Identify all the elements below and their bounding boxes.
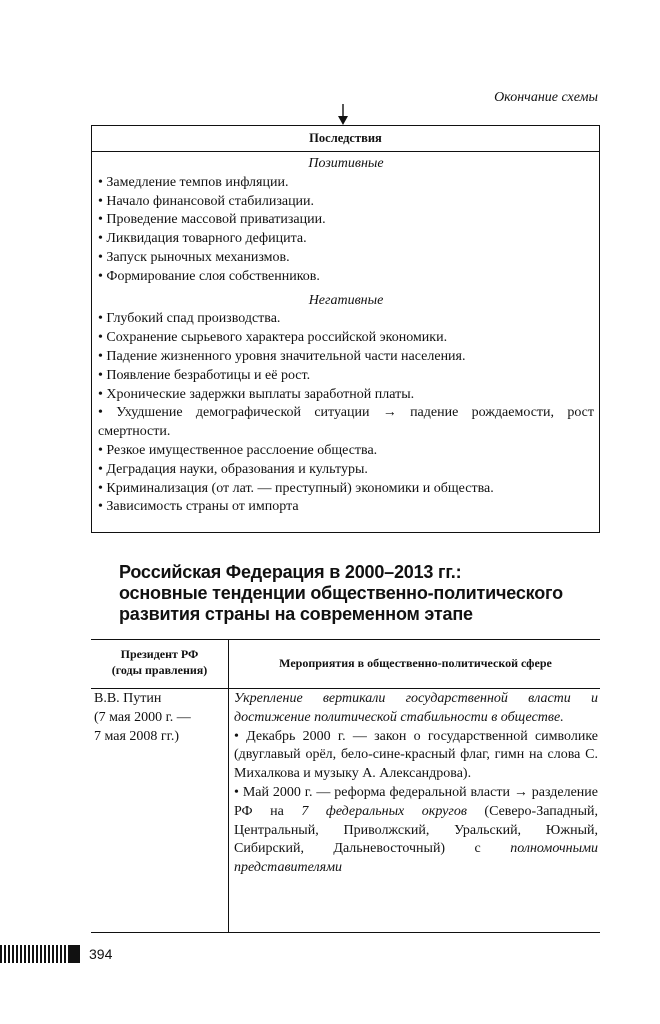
scheme-body [92, 152, 599, 517]
table-header-measures: Мероприятия в общественно-политической сфере [279, 656, 552, 670]
page-number: 394 [89, 946, 113, 962]
table-header-president [91, 646, 228, 678]
negative-item: • Резкое имущественное расслоение общества. [98, 442, 378, 458]
continuation-note: Окончание схемы [494, 90, 598, 105]
positive-title: Позитивные [308, 156, 384, 171]
negative-item: • Хронические задержки выплаты заработной платы. [98, 386, 415, 402]
consequences-scheme-box [91, 125, 600, 533]
measure-text: • Май 2000 г. — реформа федеральной власти → разделение РФ на [234, 784, 598, 819]
negative-item: • Падение жизненного уровня значительной части населения. [98, 348, 466, 364]
table-rule [91, 932, 600, 933]
table-rule [91, 688, 600, 689]
measure-item [234, 784, 598, 878]
table-rule [91, 639, 600, 640]
negative-title: Негативные [308, 292, 384, 308]
measure-item: • Декабрь 2000 г. — закон о государственной символике (двуглавый орёл, бело-сине-красный флаг, гимн на слова С. Михалкова и музыку А. Александрова). [234, 728, 598, 782]
measures-intro: Укрепление вертикали государственной власти и достижение политической стабильности в обществе. [234, 691, 598, 725]
measure-emphasis: 7 федеральных округов [301, 803, 467, 819]
positive-item: • Запуск рыночных механизмов. [98, 249, 290, 265]
measure-text: (Северо-Западный, Центральный, Приволжский, Уральский, Южный, Сибирский, Дальневосточный) с [234, 803, 598, 857]
policy-table [91, 639, 600, 933]
section-heading-line: основные тенденции общественно-политического [119, 583, 563, 603]
negative-item: • Появление безработицы и её рост. [98, 367, 311, 383]
scheme-header: Последствия [92, 126, 599, 152]
table-column-divider [228, 639, 229, 933]
president-term: (7 мая 2000 г. — [94, 709, 191, 725]
negative-item: • Ухудшение демографической ситуации → падение рождаемости, рост смертности. [98, 405, 594, 440]
header-text: (годы правления) [111, 663, 208, 677]
positive-item: • Проведение массовой приватизации. [98, 212, 326, 228]
positive-item: • Ликвидация товарного дефицита. [98, 231, 307, 247]
positive-item: • Начало финансовой стабилизации. [98, 193, 315, 209]
negative-item: • Сохранение сырьевого характера российской экономики. [98, 330, 448, 346]
negative-item: • Деградация науки, образования и культуры. [98, 461, 368, 477]
section-heading [119, 562, 589, 625]
table-cell-measures [234, 690, 598, 878]
measure-emphasis: полномочными представителями [234, 841, 598, 876]
positive-item: • Формирование слоя собственников. [98, 268, 320, 284]
section-heading-line: Российская Федерация в 2000–2013 гг.: [119, 562, 462, 582]
page-marker-bar [0, 945, 80, 963]
president-term: 7 мая 2008 гг.) [94, 728, 179, 744]
table-cell-president [94, 690, 226, 746]
section-heading-line: развития страны на современном этапе [119, 604, 473, 624]
negative-item: • Криминализация (от лат. — преступный) экономики и общества. [98, 480, 494, 496]
positive-item: • Замедление темпов инфляции. [98, 174, 289, 190]
down-arrow-icon [336, 104, 350, 126]
header-text: Президент РФ [120, 647, 199, 661]
negative-item: • Глубокий спад производства. [98, 311, 281, 327]
negative-item: • Зависимость страны от импорта [98, 499, 299, 515]
president-name: В.В. Путин [94, 691, 162, 706]
